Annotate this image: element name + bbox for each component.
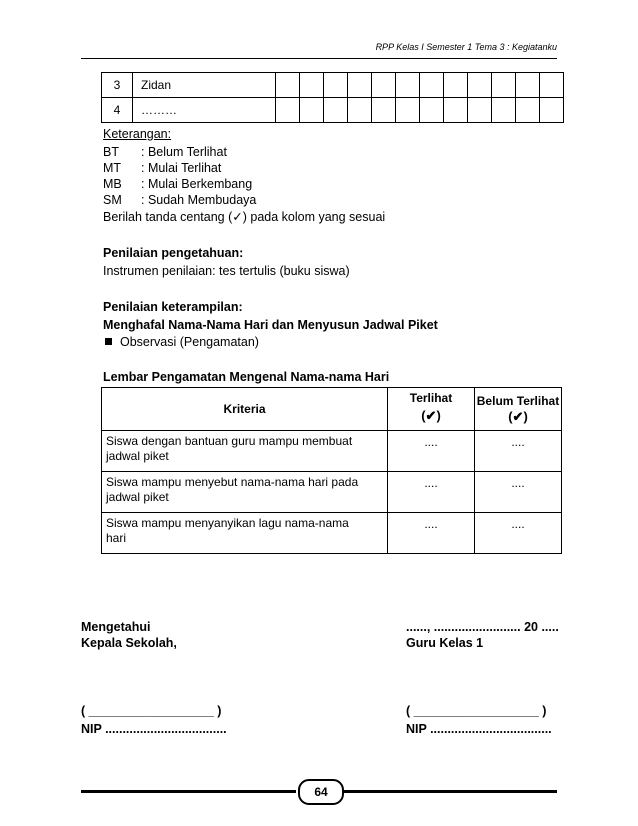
legend-item bbox=[103, 177, 252, 192]
belum-value: .... bbox=[475, 513, 562, 554]
header-belum bbox=[475, 388, 562, 431]
table-header-row bbox=[102, 388, 562, 431]
legend-code: MB bbox=[103, 177, 122, 191]
header-divider bbox=[81, 58, 557, 59]
legend-desc: : Mulai Berkembang bbox=[141, 177, 253, 191]
criteria-line: jadwal piket bbox=[106, 490, 169, 504]
pengetahuan-text: Instrumen penilaian: tes tertulis (buku siswa) bbox=[103, 264, 350, 278]
criteria-text bbox=[102, 513, 388, 554]
criteria-table bbox=[101, 387, 562, 554]
legend-code: BT bbox=[103, 145, 119, 159]
sig-left-nip: NIP ................................... bbox=[81, 722, 227, 736]
table-row bbox=[102, 98, 564, 123]
legend-desc: : Sudah Membudaya bbox=[141, 193, 257, 207]
sig-right-role: Guru Kelas 1 bbox=[406, 636, 484, 650]
belum-value: .... bbox=[475, 472, 562, 513]
bullet-item bbox=[103, 335, 259, 350]
checkmark-icon: (✔) bbox=[421, 408, 441, 423]
sig-left-role: Kepala Sekolah, bbox=[81, 636, 177, 650]
legend-desc: : Mulai Terlihat bbox=[141, 161, 222, 175]
instruction-text: Berilah tanda centang (✓) pada kolom yang sesuai bbox=[103, 210, 386, 224]
keterangan-title: Keterangan: bbox=[103, 127, 172, 141]
table-row bbox=[102, 472, 562, 513]
criteria-line: Siswa mampu menyanyikan lagu nama-nama bbox=[106, 516, 349, 530]
criteria-text bbox=[102, 431, 388, 472]
criteria-line: hari bbox=[106, 531, 127, 545]
table-row bbox=[102, 73, 564, 98]
keterampilan-subtitle: Menghafal Nama-Nama Hari dan Menyusun Jadwal Piket bbox=[103, 318, 438, 332]
sig-left-label: Mengetahui bbox=[81, 620, 151, 634]
score-table bbox=[101, 72, 564, 123]
legend-item bbox=[103, 161, 221, 176]
page-number: 64 bbox=[298, 779, 344, 805]
pengetahuan-title: Penilaian pengetahuan: bbox=[103, 246, 244, 260]
keterampilan-title: Penilaian keterampilan: bbox=[103, 300, 243, 314]
criteria-line: Siswa dengan bantuan guru mampu membuat bbox=[106, 434, 353, 448]
sig-right-name: ( __________________ ) bbox=[406, 704, 547, 718]
terlihat-value: .... bbox=[388, 431, 475, 472]
terlihat-value: .... bbox=[388, 472, 475, 513]
criteria-text bbox=[102, 472, 388, 513]
bullet-label: Observasi (Pengamatan) bbox=[120, 335, 259, 349]
header-belum-label: Belum Terlihat bbox=[476, 394, 560, 408]
header-terlihat-label: Terlihat bbox=[409, 391, 453, 405]
legend-code: SM bbox=[103, 193, 122, 207]
legend-code: MT bbox=[103, 161, 122, 175]
row-number: 4 bbox=[102, 98, 133, 123]
table-row bbox=[102, 431, 562, 472]
checkmark-icon: (✔) bbox=[508, 409, 528, 424]
square-bullet-icon bbox=[105, 338, 112, 345]
table-row bbox=[102, 513, 562, 554]
header-kriteria: Kriteria bbox=[102, 388, 388, 431]
sig-right-nip: NIP ................................... bbox=[406, 722, 552, 736]
footer-divider bbox=[81, 790, 296, 793]
page-header-title: RPP Kelas I Semester 1 Tema 3 : Kegiatanku bbox=[375, 42, 557, 52]
header-terlihat bbox=[388, 388, 475, 431]
legend-desc: : Belum Terlihat bbox=[141, 145, 227, 159]
sig-left-name: ( __________________ ) bbox=[81, 704, 222, 718]
student-name: Zidan bbox=[133, 73, 276, 98]
footer-divider bbox=[342, 790, 557, 793]
terlihat-value: .... bbox=[388, 513, 475, 554]
lembar-title: Lembar Pengamatan Mengenal Nama-nama Hari bbox=[103, 370, 390, 384]
criteria-line: jadwal piket bbox=[106, 449, 169, 463]
criteria-line: Siswa mampu menyebut nama-nama hari pada bbox=[106, 475, 359, 489]
legend-item bbox=[103, 193, 256, 208]
legend-item bbox=[103, 145, 227, 160]
belum-value: .... bbox=[475, 431, 562, 472]
student-name: ……… bbox=[133, 98, 276, 123]
sig-right-date: ......, ......................... 20 ..... bbox=[406, 620, 559, 634]
row-number: 3 bbox=[102, 73, 133, 98]
